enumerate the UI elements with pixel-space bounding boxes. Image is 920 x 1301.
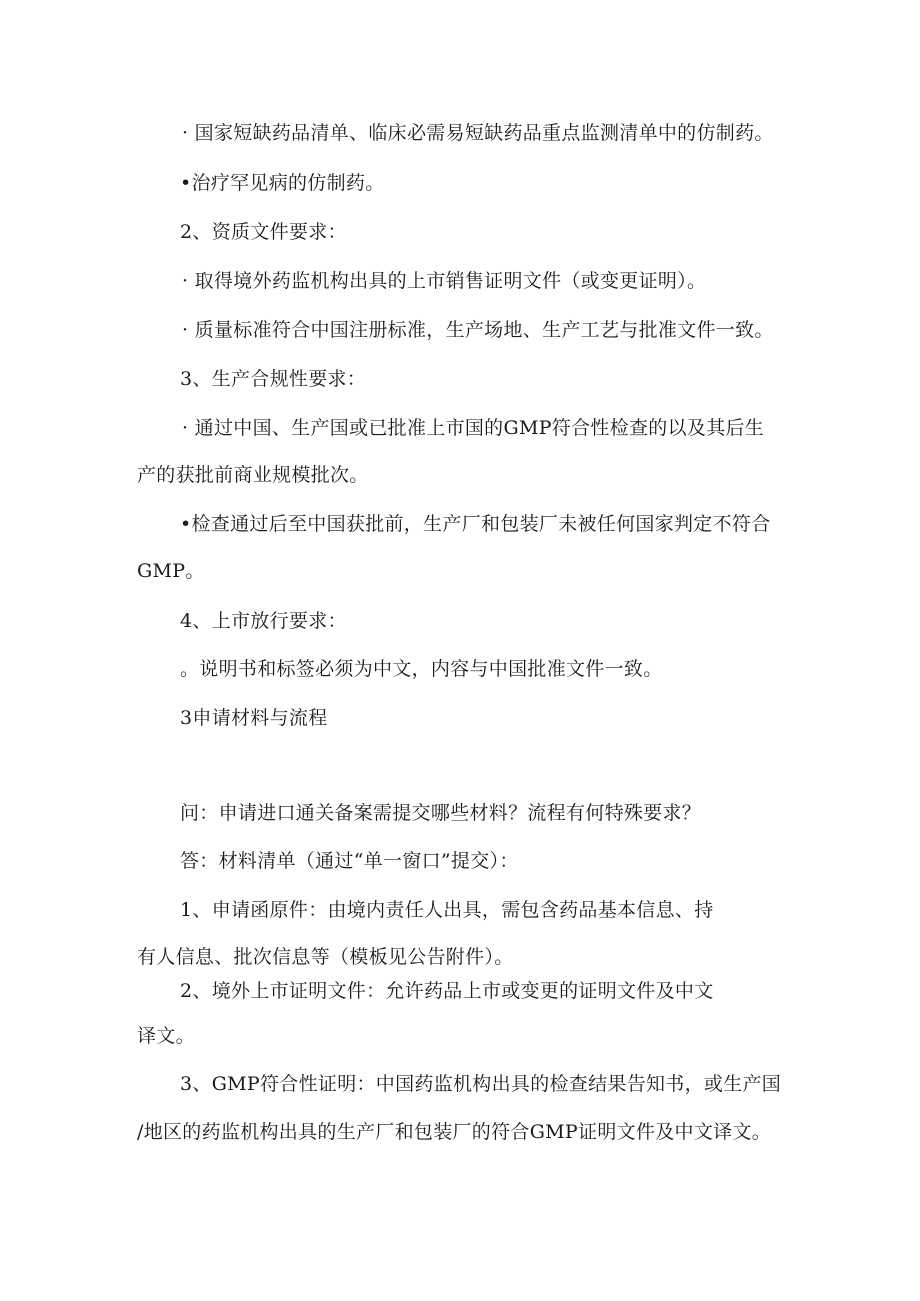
bullet-gmp-compliance: •检查通过后至中国获批前，生产厂和包装厂未被任何国家判定不符合 xyxy=(180,513,771,535)
bullet-shortage-generics: · 国家短缺药品清单、临床必需易短缺药品重点监测清单中的仿制药。 xyxy=(182,122,774,144)
item-gmp-cert-cont: /地区的药监机构出具的生产厂和包装厂的符合GMP证明文件及中文译文。 xyxy=(137,1121,772,1143)
bullet-rare-disease-generics: •治疗罕见病的仿制药。 xyxy=(180,172,385,194)
bullet-chinese-labeling: 。说明书和标签必须为中文，内容与中国批准文件一致。 xyxy=(180,658,663,680)
heading-release-requirements: 4、上市放行要求： xyxy=(180,610,347,632)
bullet-quality-standard: · 质量标准符合中国注册标准，生产场地、生产工艺与批准文件一致。 xyxy=(182,319,774,341)
bullet-gmp-compliance-cont: GMP。 xyxy=(137,560,205,582)
question-line: 问：申请进口通关备案需提交哪些材料？流程有何特殊要求？ xyxy=(180,802,702,824)
item-overseas-cert: 2、境外上市证明文件：允许药品上市或变更的证明文件及中文 xyxy=(180,980,714,1002)
section-heading-materials-process: 3申请材料与流程 xyxy=(180,707,328,729)
heading-qualification-docs: 2、资质文件要求： xyxy=(180,221,347,243)
bullet-gmp-inspection-cont: 产的获批前商业规模批次。 xyxy=(137,464,369,486)
bullet-overseas-cert: · 取得境外药监机构出具的上市销售证明文件（或变更证明）。 xyxy=(182,270,707,292)
bullet-gmp-inspection: · 通过中国、生产国或已批准上市国的GMP符合性检查的以及其后生 xyxy=(182,417,765,439)
item-application-letter-cont: 有人信息、批次信息等（模板见公告附件）。 xyxy=(137,946,514,968)
answer-line: 答：材料清单（通过“单一窗口”提交）： xyxy=(180,850,519,872)
item-application-letter: 1、申请函原件：由境内责任人出具，需包含药品基本信息、持 xyxy=(180,899,714,921)
item-overseas-cert-cont: 译文。 xyxy=(137,1025,195,1047)
heading-production-compliance: 3、生产合规性要求： xyxy=(180,368,367,390)
item-gmp-cert: 3、GMP符合性证明：中国药监机构出具的检查结果告知书，或生产国 xyxy=(180,1073,782,1095)
